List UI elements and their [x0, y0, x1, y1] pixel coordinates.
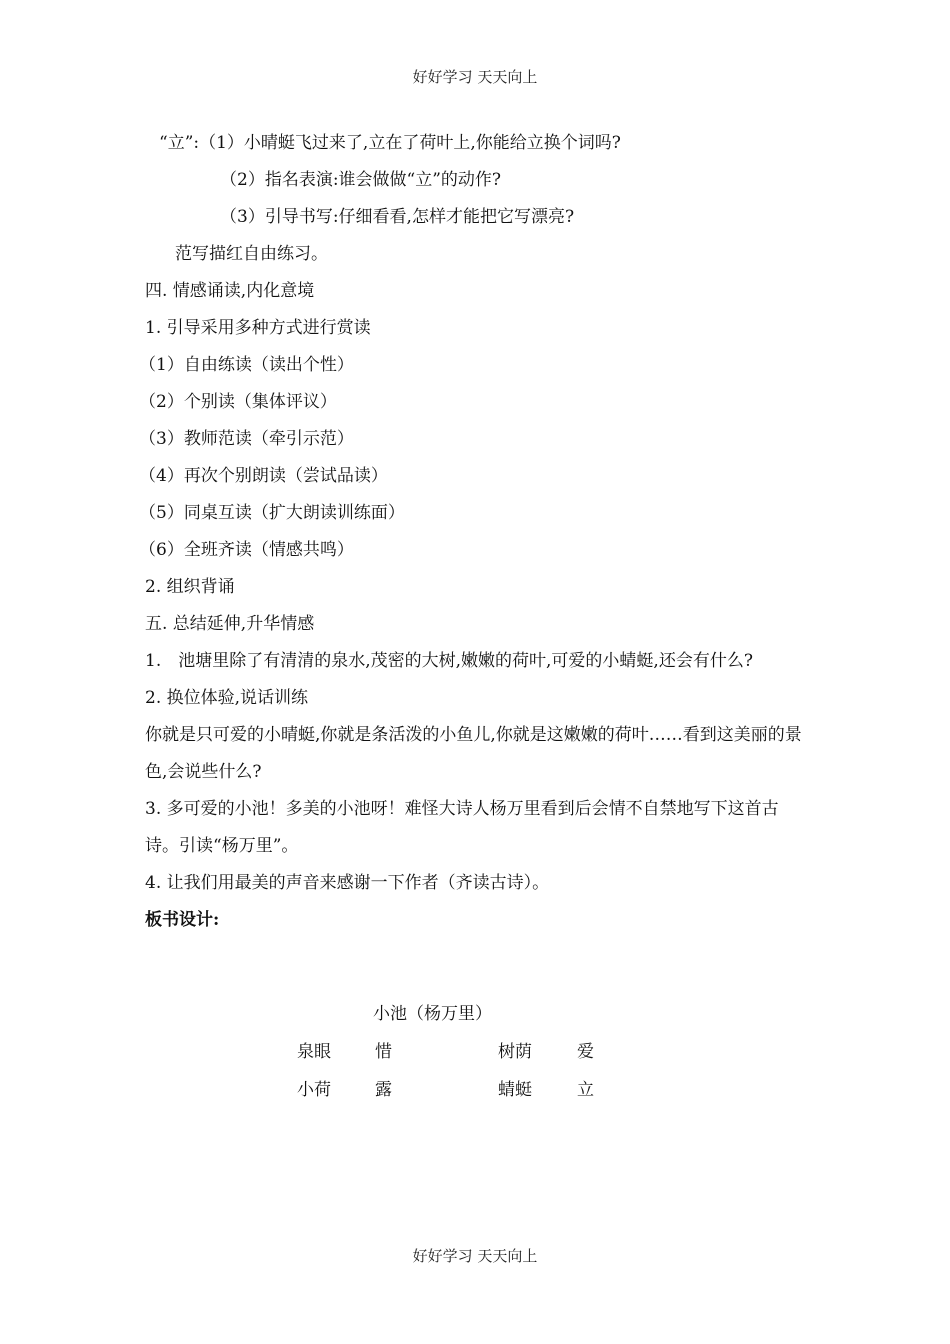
- section-heading: 五. 总结延伸,升华情感: [145, 614, 315, 634]
- board-cell: 小荷: [297, 1080, 331, 1100]
- list-item: （1）自由练读（读出个性）: [139, 355, 354, 375]
- paragraph: 3. 多可爱的小池！多美的小池呀！难怪大诗人杨万里看到后会情不自禁地写下这首古诗。引读“杨万里”。: [145, 799, 779, 856]
- board-cell: 露: [375, 1080, 392, 1100]
- board-cell: 树荫: [498, 1042, 532, 1062]
- text-line: 1. 引导采用多种方式进行赏读: [145, 318, 371, 338]
- text-line: （3）引导书写:仔细看看,怎样才能把它写漂亮?: [220, 207, 575, 227]
- board-design-heading: 板书设计:: [145, 910, 220, 930]
- section-heading: 四. 情感诵读,内化意境: [145, 281, 315, 301]
- text-line: 2. 换位体验,说话训练: [145, 688, 309, 708]
- text-line: “立”:（1）小晴蜓飞过来了,立在了荷叶上,你能给立换个词吗?: [159, 133, 621, 153]
- text-line: 范写描红自由练习。: [175, 244, 328, 264]
- page-header: 好好学习 天天向上: [412, 68, 538, 86]
- board-row: [0, 1034, 950, 1070]
- list-item: （5）同桌互读（扩大朗读训练面）: [139, 503, 405, 523]
- board-cell: 爱: [577, 1042, 594, 1062]
- list-item: （2）个别读（集体评议）: [139, 392, 337, 412]
- paragraph: 你就是只可爱的小晴蜓,你就是条活泼的小鱼儿,你就是这嫩嫩的荷叶……看到这美丽的景色,会说些什么?: [145, 725, 802, 782]
- text-line: 2. 组织背诵: [145, 577, 235, 597]
- board-cell: 泉眼: [297, 1042, 331, 1062]
- list-item: （4）再次个别朗读（尝试品读）: [139, 466, 388, 486]
- board-title: 小池（杨万里）: [373, 1004, 492, 1024]
- board-cell: 惜: [375, 1042, 392, 1062]
- document-body: [139, 125, 810, 939]
- board-cell: 立: [577, 1080, 594, 1100]
- paragraph: 1. 池塘里除了有清清的泉水,茂密的大树,嫩嫩的荷叶,可爱的小蜻蜓,还会有什么?: [145, 651, 753, 671]
- board-cell: 蜻蜓: [498, 1080, 532, 1100]
- list-item: （3）教师范读（牵引示范）: [139, 429, 354, 449]
- text-line: 4. 让我们用最美的声音来感谢一下作者（齐读古诗）。: [145, 873, 550, 893]
- text-line: （2）指名表演:谁会做做“立”的动作?: [220, 170, 502, 190]
- board-row: [0, 1072, 950, 1108]
- list-item: （6）全班齐读（情感共鸣）: [139, 540, 354, 560]
- page-footer: 好好学习 天天向上: [412, 1247, 538, 1265]
